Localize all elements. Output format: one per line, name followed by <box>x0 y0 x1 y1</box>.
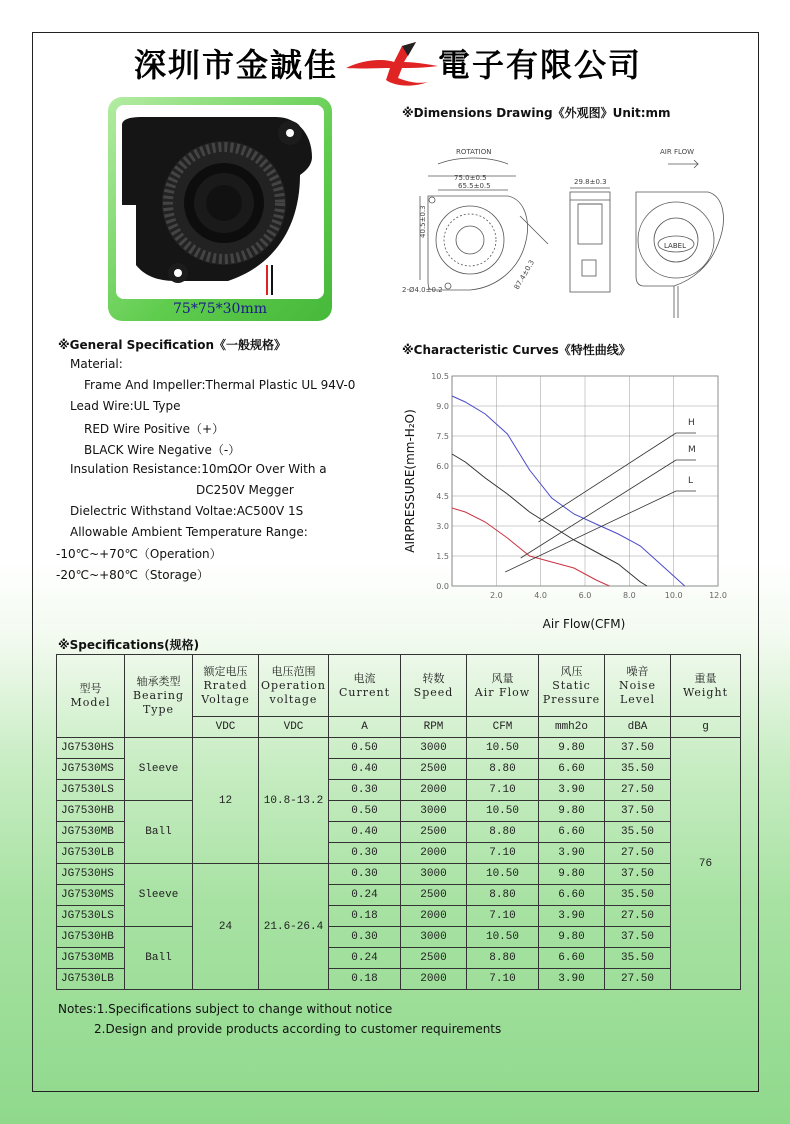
speed-cell: 3000 <box>401 864 467 885</box>
speed-cell: 2000 <box>401 780 467 801</box>
notes-line-2: 2.Design and provide products according to customer requirements <box>94 1022 502 1036</box>
th-model: 型号 Model <box>57 655 125 738</box>
spec-material: Material: <box>70 357 123 371</box>
product-photo-frame <box>108 97 332 321</box>
model-cell: JG7530HB <box>57 927 125 948</box>
dimensions-drawing <box>398 140 738 320</box>
table-row <box>57 927 741 948</box>
spec-insulation: Insulation Resistance:10mΩOr Over With a <box>70 462 327 476</box>
y-tick-label: 1.5 <box>436 552 449 561</box>
pressure-cell: 9.80 <box>539 927 605 948</box>
airflow-cell: 10.50 <box>467 801 539 822</box>
dim-width: 29.8±0.3 <box>574 178 607 186</box>
dim-left: 40.5±0.3 <box>419 205 427 238</box>
speed-cell: 2000 <box>401 969 467 990</box>
dim-hole: 2-Ø4.0±0.2 <box>402 286 443 294</box>
unit-cell: CFM <box>467 717 539 738</box>
airflow-cell: 7.10 <box>467 906 539 927</box>
current-cell: 0.40 <box>329 759 401 780</box>
noise-cell: 35.50 <box>605 822 671 843</box>
airflow-cell: 10.50 <box>467 927 539 948</box>
spec-red-wire: RED Wire Positive（+） <box>84 422 225 436</box>
product-photo <box>116 105 324 299</box>
dim-diag: 87.4±0.3 <box>512 258 537 291</box>
current-cell: 0.24 <box>329 948 401 969</box>
x-tick-label: 10.0 <box>664 591 683 600</box>
model-cell: JG7530HS <box>57 864 125 885</box>
bearing-cell: Sleeve <box>125 738 193 801</box>
table-row <box>57 801 741 822</box>
range-cell: 10.8-13.2 <box>259 738 329 864</box>
pressure-cell: 3.90 <box>539 780 605 801</box>
airflow-cell: 8.80 <box>467 948 539 969</box>
model-cell: JG7530MS <box>57 759 125 780</box>
pressure-cell: 9.80 <box>539 738 605 759</box>
speed-cell: 2500 <box>401 948 467 969</box>
pressure-cell: 6.60 <box>539 885 605 906</box>
spec-frame: Frame And Impeller:Thermal Plastic UL 94V-0 <box>84 378 356 392</box>
spec-black-wire: BLACK Wire Negative（-） <box>84 443 241 457</box>
pressure-cell: 6.60 <box>539 948 605 969</box>
y-tick-label: 10.5 <box>431 372 449 381</box>
y-tick-label: 0.0 <box>436 582 449 591</box>
spec-temperature: Allowable Ambient Temperature Range: <box>70 525 308 539</box>
airflow-cell: 8.80 <box>467 885 539 906</box>
x-tick-label: 12.0 <box>709 591 727 600</box>
th-weight: 重量 Weight <box>671 655 741 717</box>
characteristic-title: ※Characteristic Curves《特性曲线》 <box>402 343 631 357</box>
model-cell: JG7530MB <box>57 948 125 969</box>
y-axis-label: AIRPRESSURE(mm-H₂O) <box>403 409 417 553</box>
th-voltage: 额定电压 Rrated Voltage <box>193 655 259 717</box>
noise-cell: 37.50 <box>605 738 671 759</box>
airflow-cell: 8.80 <box>467 759 539 780</box>
noise-cell: 35.50 <box>605 759 671 780</box>
spec-lead-wire: Lead Wire:UL Type <box>70 399 181 413</box>
airflow-label: AIR FLOW <box>660 148 695 156</box>
noise-cell: 27.50 <box>605 780 671 801</box>
th-operation-voltage: 电压范围 Operation voltage <box>259 655 329 717</box>
photo-caption: 75*75*30mm <box>173 301 267 317</box>
x-axis-label: Air Flow(CFM) <box>542 617 626 631</box>
current-cell: 0.50 <box>329 801 401 822</box>
noise-cell: 27.50 <box>605 906 671 927</box>
model-cell: JG7530LS <box>57 906 125 927</box>
airflow-cell: 7.10 <box>467 969 539 990</box>
unit-cell: mmh2o <box>539 717 605 738</box>
current-cell: 0.24 <box>329 885 401 906</box>
noise-cell: 27.50 <box>605 843 671 864</box>
model-cell: JG7530MS <box>57 885 125 906</box>
dim-65: 65.5±0.5 <box>458 182 491 190</box>
pressure-cell: 6.60 <box>539 759 605 780</box>
model-cell: JG7530HS <box>57 738 125 759</box>
model-cell: JG7530LB <box>57 969 125 990</box>
series-label-L: L <box>688 476 694 486</box>
general-spec-title: ※General Specification《一般规格》 <box>58 338 286 352</box>
model-cell: JG7530HB <box>57 801 125 822</box>
spec-megger: DC250V Megger <box>196 483 294 497</box>
pressure-cell: 3.90 <box>539 843 605 864</box>
airflow-cell: 7.10 <box>467 843 539 864</box>
pressure-cell: 9.80 <box>539 801 605 822</box>
unit-cell: VDC <box>259 717 329 738</box>
unit-cell: RPM <box>401 717 467 738</box>
x-tick-label: 6.0 <box>578 591 592 600</box>
speed-cell: 2000 <box>401 906 467 927</box>
y-tick-label: 3.0 <box>436 522 449 531</box>
model-cell: JG7530MB <box>57 822 125 843</box>
airflow-cell: 10.50 <box>467 864 539 885</box>
chart-svg <box>396 366 736 636</box>
pressure-cell: 9.80 <box>539 864 605 885</box>
airflow-cell: 10.50 <box>467 738 539 759</box>
spec-operation-temp: -10℃~+70℃（Operation） <box>56 547 222 561</box>
characteristic-chart <box>396 366 736 636</box>
speed-cell: 3000 <box>401 801 467 822</box>
voltage-cell: 24 <box>193 864 259 990</box>
blower-fan-image <box>116 105 324 299</box>
speed-cell: 2500 <box>401 822 467 843</box>
th-bearing: 轴承类型 Bearing Type <box>125 655 193 738</box>
series-label-H: H <box>688 418 695 428</box>
pressure-cell: 3.90 <box>539 969 605 990</box>
series-label-M: M <box>688 445 696 455</box>
label-text: LABEL <box>664 242 686 250</box>
table-row <box>57 738 741 759</box>
th-speed: 转数 Speed <box>401 655 467 717</box>
unit-cell: g <box>671 717 741 738</box>
company-name-right: 電子有限公司 <box>438 46 643 84</box>
weight-cell: 76 <box>671 738 741 990</box>
noise-cell: 37.50 <box>605 801 671 822</box>
noise-cell: 35.50 <box>605 885 671 906</box>
speed-cell: 2500 <box>401 759 467 780</box>
x-tick-label: 2.0 <box>489 591 503 600</box>
current-cell: 0.30 <box>329 927 401 948</box>
unit-cell: dBA <box>605 717 671 738</box>
x-tick-label: 4.0 <box>534 591 548 600</box>
noise-cell: 37.50 <box>605 927 671 948</box>
noise-cell: 27.50 <box>605 969 671 990</box>
table-header-row <box>57 655 741 717</box>
speed-cell: 2000 <box>401 843 467 864</box>
dimensions-title: ※Dimensions Drawing《外观图》Unit:mm <box>402 106 671 120</box>
current-cell: 0.18 <box>329 906 401 927</box>
current-cell: 0.30 <box>329 780 401 801</box>
airflow-cell: 8.80 <box>467 822 539 843</box>
table-row <box>57 864 741 885</box>
specifications-title: ※Specifications(规格) <box>58 638 200 652</box>
model-cell: JG7530LS <box>57 780 125 801</box>
model-cell: JG7530LB <box>57 843 125 864</box>
current-cell: 0.40 <box>329 822 401 843</box>
range-cell: 21.6-26.4 <box>259 864 329 990</box>
current-cell: 0.30 <box>329 864 401 885</box>
specifications-table <box>56 654 741 990</box>
y-tick-label: 9.0 <box>436 402 449 411</box>
x-tick-label: 8.0 <box>622 591 636 600</box>
airflow-cell: 7.10 <box>467 780 539 801</box>
noise-cell: 37.50 <box>605 864 671 885</box>
spec-dielectric: Dielectric Withstand Voltae:AC500V 1S <box>70 504 304 518</box>
pressure-cell: 6.60 <box>539 822 605 843</box>
unit-cell: VDC <box>193 717 259 738</box>
y-tick-label: 7.5 <box>436 432 449 441</box>
pressure-cell: 3.90 <box>539 906 605 927</box>
notes-line-1: Notes:1.Specifications subject to change without notice <box>58 1002 393 1016</box>
y-tick-label: 4.5 <box>436 492 449 501</box>
y-tick-label: 6.0 <box>436 462 449 471</box>
dim-75: 75.0±0.5 <box>454 174 487 182</box>
company-name-left: 深圳市金誠佳 <box>134 46 339 84</box>
spec-storage-temp: -20℃~+80℃（Storage） <box>56 568 209 582</box>
unit-cell: A <box>329 717 401 738</box>
th-current: 电流 Current <box>329 655 401 717</box>
speed-cell: 3000 <box>401 738 467 759</box>
th-pressure: 风压 Static Pressure <box>539 655 605 717</box>
th-noise: 噪音 Noise Level <box>605 655 671 717</box>
current-cell: 0.30 <box>329 843 401 864</box>
speed-cell: 3000 <box>401 927 467 948</box>
bearing-cell: Ball <box>125 801 193 864</box>
current-cell: 0.18 <box>329 969 401 990</box>
voltage-cell: 12 <box>193 738 259 864</box>
noise-cell: 35.50 <box>605 948 671 969</box>
current-cell: 0.50 <box>329 738 401 759</box>
company-logo <box>342 38 442 88</box>
rotation-label: ROTATION <box>456 148 492 156</box>
speed-cell: 2500 <box>401 885 467 906</box>
th-airflow: 风量 Air Flow <box>467 655 539 717</box>
bearing-cell: Sleeve <box>125 864 193 927</box>
bearing-cell: Ball <box>125 927 193 990</box>
